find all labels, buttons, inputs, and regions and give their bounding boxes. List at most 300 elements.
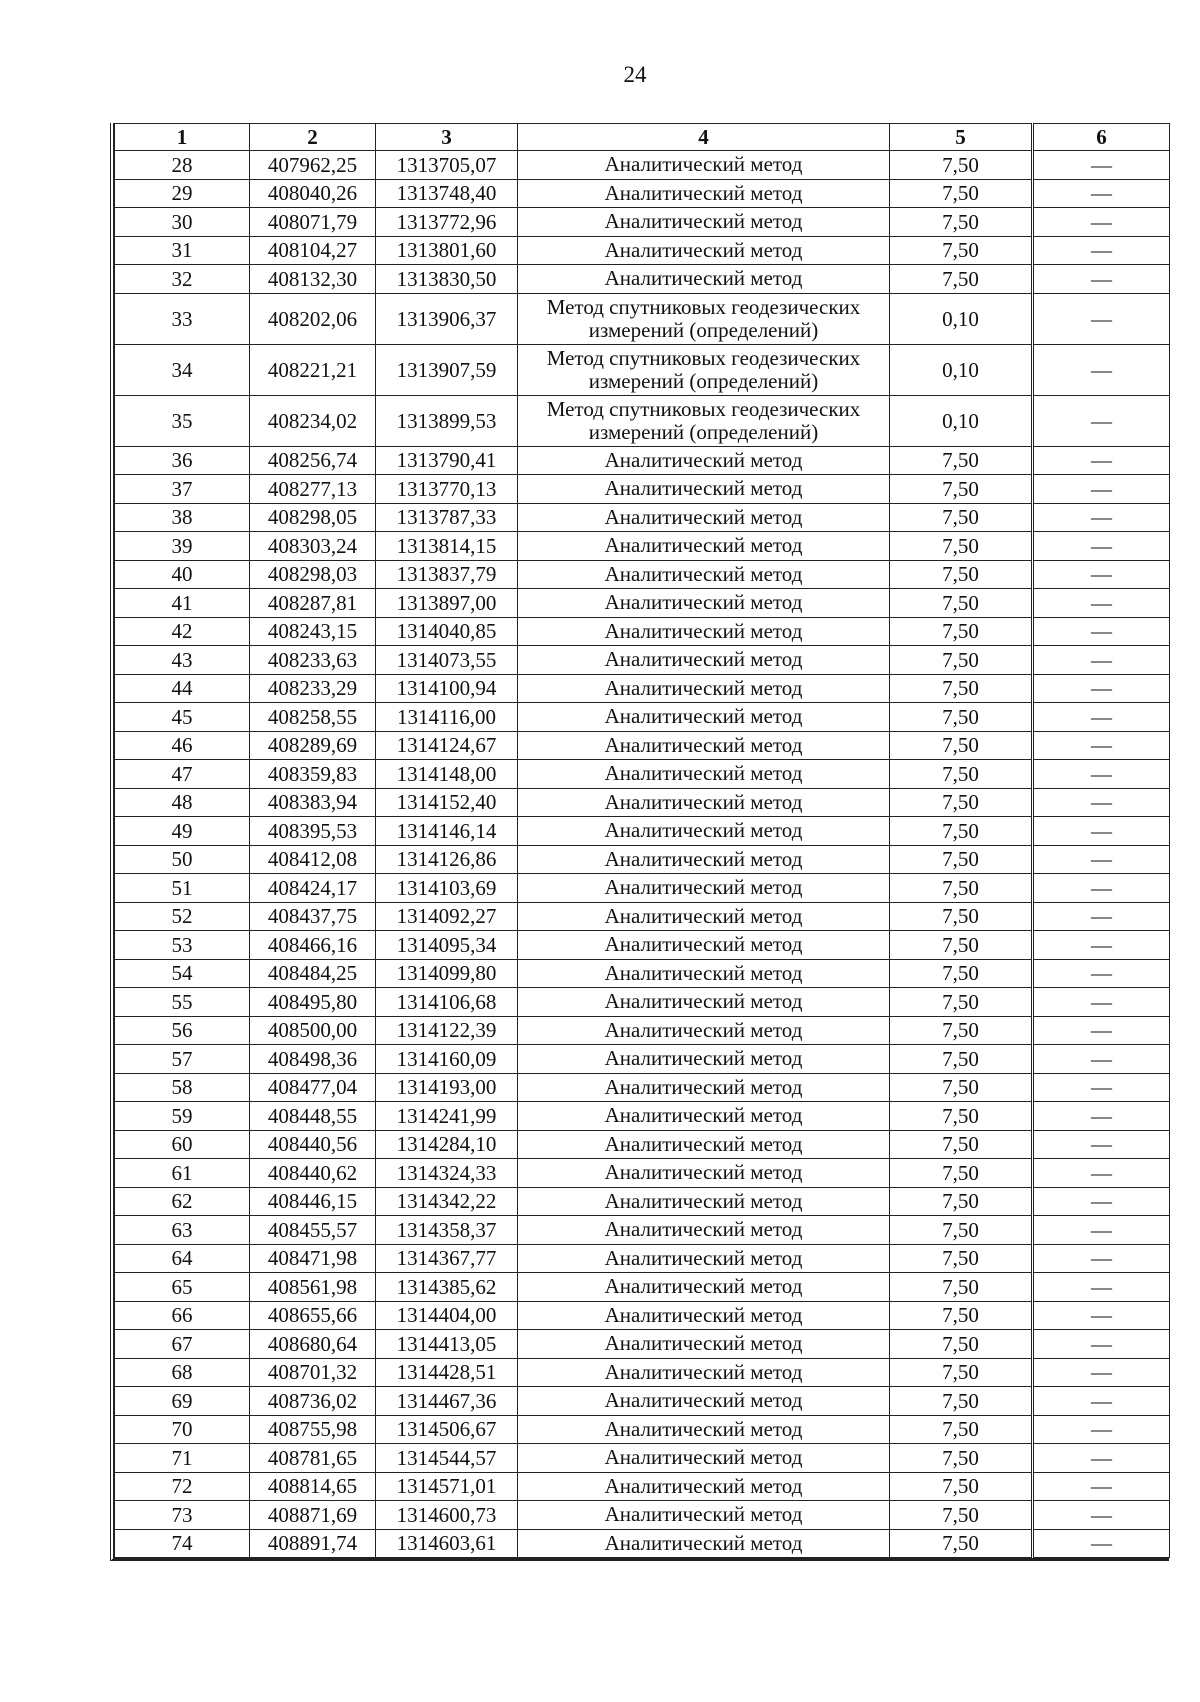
accuracy-cell: 7,50	[890, 446, 1033, 475]
notes-cell: —	[1033, 988, 1170, 1017]
y-coordinate-cell: 1314106,68	[376, 988, 518, 1017]
accuracy-cell: 7,50	[890, 902, 1033, 931]
point-number-cell: 61	[115, 1159, 250, 1188]
accuracy-cell: 7,50	[890, 1102, 1033, 1131]
point-number-cell: 46	[115, 731, 250, 760]
notes-cell: —	[1033, 395, 1170, 446]
x-coordinate-cell: 408277,13	[250, 475, 376, 504]
method-cell: Аналитический метод	[518, 503, 890, 532]
point-number-cell: 66	[115, 1301, 250, 1330]
y-coordinate-cell: 1313897,00	[376, 589, 518, 618]
y-coordinate-cell: 1314148,00	[376, 760, 518, 789]
accuracy-cell: 7,50	[890, 532, 1033, 561]
method-cell: Аналитический метод	[518, 931, 890, 960]
accuracy-cell: 7,50	[890, 617, 1033, 646]
table-row	[115, 1016, 1170, 1045]
point-number-cell: 55	[115, 988, 250, 1017]
y-coordinate-cell: 1314603,61	[376, 1529, 518, 1558]
method-cell: Аналитический метод	[518, 1330, 890, 1359]
method-cell: Аналитический метод	[518, 788, 890, 817]
table-row	[115, 788, 1170, 817]
x-coordinate-cell: 408655,66	[250, 1301, 376, 1330]
point-number-cell: 45	[115, 703, 250, 732]
table-row	[115, 446, 1170, 475]
table-row	[115, 589, 1170, 618]
point-number-cell: 29	[115, 179, 250, 208]
table-row	[115, 1330, 1170, 1359]
y-coordinate-cell: 1314358,37	[376, 1216, 518, 1245]
header-cell-2: 2	[250, 124, 376, 151]
point-number-cell: 40	[115, 560, 250, 589]
header-cell-3: 3	[376, 124, 518, 151]
accuracy-cell: 7,50	[890, 817, 1033, 846]
method-cell: Аналитический метод	[518, 617, 890, 646]
method-cell: Метод спутниковых геодезических измерений (определений)	[518, 293, 890, 344]
method-cell: Аналитический метод	[518, 560, 890, 589]
table-row	[115, 760, 1170, 789]
x-coordinate-cell: 408132,30	[250, 265, 376, 294]
notes-cell: —	[1033, 1472, 1170, 1501]
y-coordinate-cell: 1314152,40	[376, 788, 518, 817]
table-row	[115, 179, 1170, 208]
accuracy-cell: 7,50	[890, 475, 1033, 504]
point-number-cell: 28	[115, 151, 250, 180]
table-row	[115, 1273, 1170, 1302]
point-number-cell: 72	[115, 1472, 250, 1501]
method-cell: Аналитический метод	[518, 1415, 890, 1444]
table-row	[115, 1216, 1170, 1245]
y-coordinate-cell: 1314404,00	[376, 1301, 518, 1330]
header-cell-6: 6	[1033, 124, 1170, 151]
y-coordinate-cell: 1314092,27	[376, 902, 518, 931]
x-coordinate-cell: 408498,36	[250, 1045, 376, 1074]
accuracy-cell: 7,50	[890, 760, 1033, 789]
table-row	[115, 1073, 1170, 1102]
method-cell: Аналитический метод	[518, 1301, 890, 1330]
point-number-cell: 70	[115, 1415, 250, 1444]
point-number-cell: 60	[115, 1130, 250, 1159]
method-cell: Аналитический метод	[518, 959, 890, 988]
x-coordinate-cell: 408680,64	[250, 1330, 376, 1359]
y-coordinate-cell: 1313907,59	[376, 344, 518, 395]
x-coordinate-cell: 408781,65	[250, 1444, 376, 1473]
table-body	[115, 151, 1170, 1558]
notes-cell: —	[1033, 1415, 1170, 1444]
method-cell: Метод спутниковых геодезических измерений (определений)	[518, 344, 890, 395]
table-row	[115, 1102, 1170, 1131]
method-cell: Аналитический метод	[518, 1472, 890, 1501]
method-cell: Аналитический метод	[518, 1387, 890, 1416]
point-number-cell: 64	[115, 1244, 250, 1273]
notes-cell: —	[1033, 179, 1170, 208]
table-row	[115, 1244, 1170, 1273]
method-cell: Аналитический метод	[518, 1358, 890, 1387]
table-row	[115, 988, 1170, 1017]
table-row	[115, 817, 1170, 846]
notes-cell: —	[1033, 265, 1170, 294]
method-cell: Аналитический метод	[518, 674, 890, 703]
notes-cell: —	[1033, 1330, 1170, 1359]
notes-cell: —	[1033, 1387, 1170, 1416]
point-number-cell: 69	[115, 1387, 250, 1416]
accuracy-cell: 7,50	[890, 503, 1033, 532]
notes-cell: —	[1033, 959, 1170, 988]
x-coordinate-cell: 408448,55	[250, 1102, 376, 1131]
table-row	[115, 151, 1170, 180]
header-cell-4: 4	[518, 124, 890, 151]
y-coordinate-cell: 1314146,14	[376, 817, 518, 846]
y-coordinate-cell: 1313705,07	[376, 151, 518, 180]
table-row	[115, 344, 1170, 395]
method-cell: Аналитический метод	[518, 151, 890, 180]
x-coordinate-cell: 408071,79	[250, 208, 376, 237]
y-coordinate-cell: 1314428,51	[376, 1358, 518, 1387]
notes-cell: —	[1033, 1444, 1170, 1473]
table-row	[115, 1501, 1170, 1530]
x-coordinate-cell: 408701,32	[250, 1358, 376, 1387]
y-coordinate-cell: 1314241,99	[376, 1102, 518, 1131]
method-cell: Аналитический метод	[518, 1529, 890, 1558]
notes-cell: —	[1033, 446, 1170, 475]
method-cell: Аналитический метод	[518, 1444, 890, 1473]
point-number-cell: 31	[115, 236, 250, 265]
method-cell: Аналитический метод	[518, 1016, 890, 1045]
y-coordinate-cell: 1314099,80	[376, 959, 518, 988]
x-coordinate-cell: 408298,03	[250, 560, 376, 589]
method-cell: Аналитический метод	[518, 845, 890, 874]
notes-cell: —	[1033, 344, 1170, 395]
table-row	[115, 902, 1170, 931]
table-row	[115, 1529, 1170, 1558]
x-coordinate-cell: 408471,98	[250, 1244, 376, 1273]
notes-cell: —	[1033, 674, 1170, 703]
notes-cell: —	[1033, 475, 1170, 504]
notes-cell: —	[1033, 931, 1170, 960]
point-number-cell: 38	[115, 503, 250, 532]
accuracy-cell: 0,10	[890, 344, 1033, 395]
method-cell: Аналитический метод	[518, 265, 890, 294]
notes-cell: —	[1033, 1301, 1170, 1330]
table-row	[115, 1159, 1170, 1188]
point-number-cell: 34	[115, 344, 250, 395]
notes-cell: —	[1033, 817, 1170, 846]
method-cell: Аналитический метод	[518, 1273, 890, 1302]
notes-cell: —	[1033, 1130, 1170, 1159]
y-coordinate-cell: 1314467,36	[376, 1387, 518, 1416]
y-coordinate-cell: 1314073,55	[376, 646, 518, 675]
table-row	[115, 208, 1170, 237]
method-cell: Аналитический метод	[518, 902, 890, 931]
table-row	[115, 1045, 1170, 1074]
x-coordinate-cell: 408234,02	[250, 395, 376, 446]
point-number-cell: 62	[115, 1187, 250, 1216]
point-number-cell: 57	[115, 1045, 250, 1074]
accuracy-cell: 7,50	[890, 1415, 1033, 1444]
y-coordinate-cell: 1314544,57	[376, 1444, 518, 1473]
point-number-cell: 52	[115, 902, 250, 931]
method-cell: Аналитический метод	[518, 1501, 890, 1530]
table-row	[115, 845, 1170, 874]
x-coordinate-cell: 408484,25	[250, 959, 376, 988]
point-number-cell: 30	[115, 208, 250, 237]
table-row	[115, 617, 1170, 646]
notes-cell: —	[1033, 617, 1170, 646]
y-coordinate-cell: 1313772,96	[376, 208, 518, 237]
x-coordinate-cell: 408040,26	[250, 179, 376, 208]
point-number-cell: 68	[115, 1358, 250, 1387]
notes-cell: —	[1033, 1016, 1170, 1045]
table-row	[115, 1187, 1170, 1216]
point-number-cell: 63	[115, 1216, 250, 1245]
accuracy-cell: 7,50	[890, 1244, 1033, 1273]
y-coordinate-cell: 1313899,53	[376, 395, 518, 446]
point-number-cell: 44	[115, 674, 250, 703]
method-cell: Метод спутниковых геодезических измерений (определений)	[518, 395, 890, 446]
table-row	[115, 1444, 1170, 1473]
y-coordinate-cell: 1313906,37	[376, 293, 518, 344]
notes-cell: —	[1033, 1529, 1170, 1558]
notes-cell: —	[1033, 293, 1170, 344]
method-cell: Аналитический метод	[518, 208, 890, 237]
x-coordinate-cell: 408455,57	[250, 1216, 376, 1245]
point-number-cell: 54	[115, 959, 250, 988]
method-cell: Аналитический метод	[518, 1159, 890, 1188]
x-coordinate-cell: 408221,21	[250, 344, 376, 395]
point-number-cell: 73	[115, 1501, 250, 1530]
notes-cell: —	[1033, 1216, 1170, 1245]
table-row	[115, 475, 1170, 504]
notes-cell: —	[1033, 760, 1170, 789]
accuracy-cell: 7,50	[890, 674, 1033, 703]
notes-cell: —	[1033, 731, 1170, 760]
table-row	[115, 1387, 1170, 1416]
table-row	[115, 236, 1170, 265]
method-cell: Аналитический метод	[518, 446, 890, 475]
table-row	[115, 395, 1170, 446]
y-coordinate-cell: 1314124,67	[376, 731, 518, 760]
x-coordinate-cell: 408233,63	[250, 646, 376, 675]
y-coordinate-cell: 1314116,00	[376, 703, 518, 732]
y-coordinate-cell: 1313830,50	[376, 265, 518, 294]
page-number: 24	[623, 62, 647, 87]
notes-cell: —	[1033, 1187, 1170, 1216]
x-coordinate-cell: 408440,56	[250, 1130, 376, 1159]
x-coordinate-cell: 407962,25	[250, 151, 376, 180]
header-cell-5: 5	[890, 124, 1033, 151]
accuracy-cell: 7,50	[890, 931, 1033, 960]
x-coordinate-cell: 408298,05	[250, 503, 376, 532]
x-coordinate-cell: 408495,80	[250, 988, 376, 1017]
x-coordinate-cell: 408289,69	[250, 731, 376, 760]
accuracy-cell: 7,50	[890, 988, 1033, 1017]
method-cell: Аналитический метод	[518, 1130, 890, 1159]
accuracy-cell: 7,50	[890, 788, 1033, 817]
x-coordinate-cell: 408561,98	[250, 1273, 376, 1302]
point-number-cell: 39	[115, 532, 250, 561]
accuracy-cell: 7,50	[890, 1501, 1033, 1530]
table-row	[115, 560, 1170, 589]
accuracy-cell: 7,50	[890, 1016, 1033, 1045]
method-cell: Аналитический метод	[518, 1244, 890, 1273]
method-cell: Аналитический метод	[518, 179, 890, 208]
accuracy-cell: 7,50	[890, 845, 1033, 874]
notes-cell: —	[1033, 236, 1170, 265]
accuracy-cell: 7,50	[890, 1045, 1033, 1074]
method-cell: Аналитический метод	[518, 874, 890, 903]
method-cell: Аналитический метод	[518, 646, 890, 675]
y-coordinate-cell: 1313748,40	[376, 179, 518, 208]
method-cell: Аналитический метод	[518, 703, 890, 732]
accuracy-cell: 7,50	[890, 1301, 1033, 1330]
x-coordinate-cell: 408446,15	[250, 1187, 376, 1216]
x-coordinate-cell: 408258,55	[250, 703, 376, 732]
notes-cell: —	[1033, 874, 1170, 903]
x-coordinate-cell: 408814,65	[250, 1472, 376, 1501]
method-cell: Аналитический метод	[518, 475, 890, 504]
accuracy-cell: 7,50	[890, 1444, 1033, 1473]
point-number-cell: 43	[115, 646, 250, 675]
y-coordinate-cell: 1314413,05	[376, 1330, 518, 1359]
accuracy-cell: 7,50	[890, 1187, 1033, 1216]
method-cell: Аналитический метод	[518, 236, 890, 265]
point-number-cell: 71	[115, 1444, 250, 1473]
y-coordinate-cell: 1314284,10	[376, 1130, 518, 1159]
method-cell: Аналитический метод	[518, 1187, 890, 1216]
y-coordinate-cell: 1313770,13	[376, 475, 518, 504]
point-number-cell: 50	[115, 845, 250, 874]
method-cell: Аналитический метод	[518, 1073, 890, 1102]
point-number-cell: 36	[115, 446, 250, 475]
table-row	[115, 1130, 1170, 1159]
point-number-cell: 48	[115, 788, 250, 817]
table-header-row	[115, 124, 1170, 151]
method-cell: Аналитический метод	[518, 1216, 890, 1245]
accuracy-cell: 7,50	[890, 151, 1033, 180]
x-coordinate-cell: 408736,02	[250, 1387, 376, 1416]
y-coordinate-cell: 1314126,86	[376, 845, 518, 874]
notes-cell: —	[1033, 503, 1170, 532]
notes-cell: —	[1033, 151, 1170, 180]
accuracy-cell: 7,50	[890, 703, 1033, 732]
point-number-cell: 67	[115, 1330, 250, 1359]
accuracy-cell: 7,50	[890, 731, 1033, 760]
table-row	[115, 646, 1170, 675]
point-number-cell: 56	[115, 1016, 250, 1045]
header-cell-1: 1	[115, 124, 250, 151]
x-coordinate-cell: 408243,15	[250, 617, 376, 646]
point-number-cell: 35	[115, 395, 250, 446]
coordinates-table-wrapper	[110, 123, 1169, 1561]
notes-cell: —	[1033, 788, 1170, 817]
y-coordinate-cell: 1314095,34	[376, 931, 518, 960]
y-coordinate-cell: 1314571,01	[376, 1472, 518, 1501]
point-number-cell: 42	[115, 617, 250, 646]
method-cell: Аналитический метод	[518, 589, 890, 618]
accuracy-cell: 7,50	[890, 1216, 1033, 1245]
method-cell: Аналитический метод	[518, 760, 890, 789]
notes-cell: —	[1033, 1045, 1170, 1074]
accuracy-cell: 7,50	[890, 560, 1033, 589]
table-row	[115, 532, 1170, 561]
x-coordinate-cell: 408395,53	[250, 817, 376, 846]
y-coordinate-cell: 1314193,00	[376, 1073, 518, 1102]
table-row	[115, 1358, 1170, 1387]
table-row	[115, 1301, 1170, 1330]
y-coordinate-cell: 1314122,39	[376, 1016, 518, 1045]
notes-cell: —	[1033, 1159, 1170, 1188]
x-coordinate-cell: 408871,69	[250, 1501, 376, 1530]
table-row	[115, 931, 1170, 960]
point-number-cell: 33	[115, 293, 250, 344]
point-number-cell: 47	[115, 760, 250, 789]
y-coordinate-cell: 1313790,41	[376, 446, 518, 475]
accuracy-cell: 7,50	[890, 1073, 1033, 1102]
table-row	[115, 874, 1170, 903]
table-row	[115, 503, 1170, 532]
y-coordinate-cell: 1313787,33	[376, 503, 518, 532]
x-coordinate-cell: 408424,17	[250, 874, 376, 903]
y-coordinate-cell: 1313801,60	[376, 236, 518, 265]
x-coordinate-cell: 408477,04	[250, 1073, 376, 1102]
x-coordinate-cell: 408755,98	[250, 1415, 376, 1444]
table-row	[115, 293, 1170, 344]
point-number-cell: 58	[115, 1073, 250, 1102]
x-coordinate-cell: 408383,94	[250, 788, 376, 817]
notes-cell: —	[1033, 560, 1170, 589]
y-coordinate-cell: 1314506,67	[376, 1415, 518, 1444]
point-number-cell: 74	[115, 1529, 250, 1558]
accuracy-cell: 7,50	[890, 1159, 1033, 1188]
x-coordinate-cell: 408500,00	[250, 1016, 376, 1045]
x-coordinate-cell: 408440,62	[250, 1159, 376, 1188]
notes-cell: —	[1033, 1358, 1170, 1387]
y-coordinate-cell: 1314040,85	[376, 617, 518, 646]
y-coordinate-cell: 1314324,33	[376, 1159, 518, 1188]
notes-cell: —	[1033, 1073, 1170, 1102]
notes-cell: —	[1033, 902, 1170, 931]
table-row	[115, 731, 1170, 760]
notes-cell: —	[1033, 646, 1170, 675]
method-cell: Аналитический метод	[518, 1045, 890, 1074]
accuracy-cell: 7,50	[890, 874, 1033, 903]
point-number-cell: 49	[115, 817, 250, 846]
notes-cell: —	[1033, 589, 1170, 618]
y-coordinate-cell: 1314100,94	[376, 674, 518, 703]
x-coordinate-cell: 408287,81	[250, 589, 376, 618]
y-coordinate-cell: 1314342,22	[376, 1187, 518, 1216]
point-number-cell: 53	[115, 931, 250, 960]
notes-cell: —	[1033, 845, 1170, 874]
y-coordinate-cell: 1313814,15	[376, 532, 518, 561]
x-coordinate-cell: 408256,74	[250, 446, 376, 475]
notes-cell: —	[1033, 1102, 1170, 1131]
y-coordinate-cell: 1314385,62	[376, 1273, 518, 1302]
notes-cell: —	[1033, 208, 1170, 237]
point-number-cell: 37	[115, 475, 250, 504]
x-coordinate-cell: 408412,08	[250, 845, 376, 874]
accuracy-cell: 7,50	[890, 208, 1033, 237]
table-row	[115, 265, 1170, 294]
x-coordinate-cell: 408466,16	[250, 931, 376, 960]
table-row	[115, 1415, 1170, 1444]
accuracy-cell: 7,50	[890, 1529, 1033, 1558]
accuracy-cell: 7,50	[890, 589, 1033, 618]
point-number-cell: 41	[115, 589, 250, 618]
y-coordinate-cell: 1314367,77	[376, 1244, 518, 1273]
accuracy-cell: 7,50	[890, 1472, 1033, 1501]
x-coordinate-cell: 408202,06	[250, 293, 376, 344]
accuracy-cell: 7,50	[890, 179, 1033, 208]
